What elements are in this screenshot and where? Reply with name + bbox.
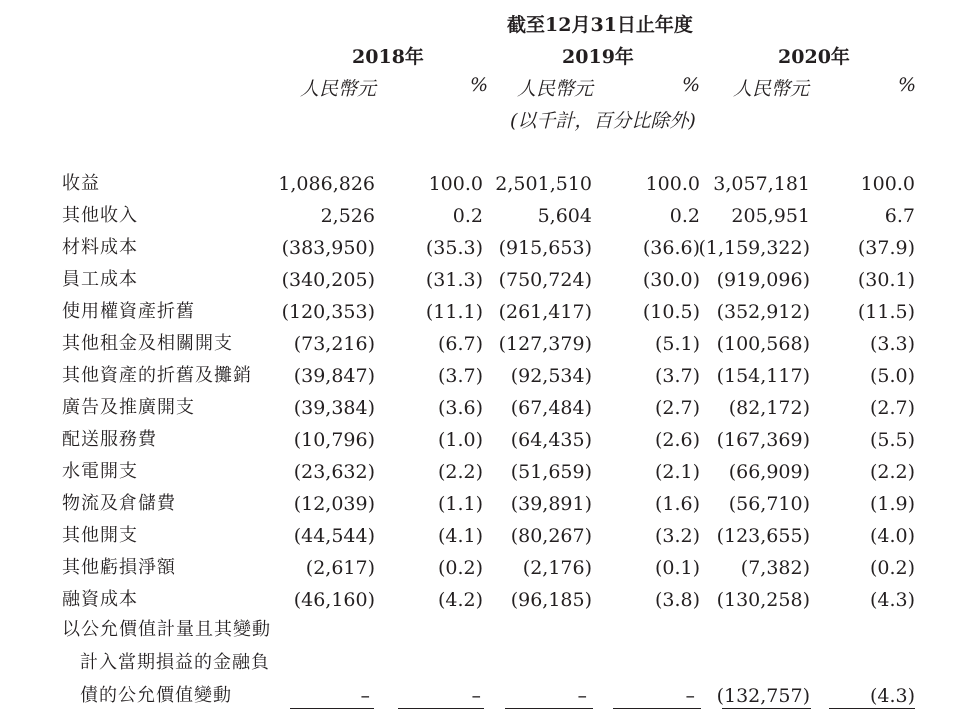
cell-2018-pct: (31.3): [425, 269, 483, 291]
cell-2019-pct: (36.6): [642, 237, 700, 259]
cell-2020-pct: (2.7): [869, 397, 915, 419]
cell-2019-pct: (0.1): [654, 557, 700, 579]
table-row: [0, 204, 975, 236]
cell-2020-pct: (11.5): [857, 301, 915, 323]
cell-2019-amount: (51,659): [510, 461, 592, 483]
cell-2018-amount: (12,039): [293, 493, 375, 515]
cell-2019-amount: (92,534): [510, 365, 592, 387]
cell-2019-amount: (750,724): [498, 269, 592, 291]
underline-2018-amount: [290, 708, 374, 709]
cell-2019-amount: (96,185): [510, 589, 592, 611]
underline-2020-pct: [829, 708, 915, 709]
fair-value-label-line-1: 以公允價值計量且其變動: [62, 619, 271, 640]
cell-2019-amount: –: [577, 685, 587, 707]
cell-2020-pct: (0.2): [869, 557, 915, 579]
underline-2019-pct: [613, 708, 701, 709]
cell-2020-pct: (4.3): [869, 589, 915, 611]
cell-2019-pct: 0.2: [669, 205, 700, 227]
cell-2019-amount: 5,604: [537, 205, 592, 227]
cell-2018-pct: (11.1): [425, 301, 483, 323]
cell-2018-amount: 2,526: [320, 205, 375, 227]
cell-2019-pct: (3.2): [654, 525, 700, 547]
row-label: 員工成本: [62, 269, 138, 290]
cell-2018-amount: (10,796): [293, 429, 375, 451]
cell-2019-pct: (2.7): [654, 397, 700, 419]
underline-2020-amount: [722, 708, 811, 709]
cell-2019-amount: (261,417): [498, 301, 592, 323]
cell-2020-amount: 3,057,181: [713, 173, 810, 195]
cell-2019-amount: 2,501,510: [495, 173, 592, 195]
table-row: [0, 268, 975, 300]
cell-2020-amount: (919,096): [716, 269, 810, 291]
cell-2020-pct: (4.0): [869, 525, 915, 547]
cell-2020-amount: (100,568): [716, 333, 810, 355]
cell-2020-amount: (167,369): [716, 429, 810, 451]
cell-2018-pct: –: [471, 685, 481, 707]
table-row: [0, 460, 975, 492]
cell-2020-amount: (56,710): [728, 493, 810, 515]
year-2019-header: 2019年: [562, 46, 634, 68]
cell-2020-pct: 6.7: [884, 205, 915, 227]
cell-2020-amount: (123,655): [716, 525, 810, 547]
table-row: [0, 588, 975, 620]
cell-2018-amount: (120,353): [281, 301, 375, 323]
row-label: 其他虧損淨額: [62, 557, 176, 578]
table-row: [0, 492, 975, 524]
cell-2018-amount: (383,950): [281, 237, 375, 259]
cell-2019-pct: (30.0): [642, 269, 700, 291]
cell-2020-amount: 205,951: [731, 205, 810, 227]
cell-2018-amount: (2,617): [305, 557, 375, 579]
cell-2019-amount: (127,379): [498, 333, 592, 355]
cell-2020-pct: (4.3): [869, 685, 915, 707]
table-row: [0, 396, 975, 428]
cell-2018-amount: –: [360, 685, 370, 707]
row-label: 其他租金及相關開支: [62, 333, 233, 354]
cell-2020-pct: (3.3): [869, 333, 915, 355]
cell-2018-pct: (1.0): [437, 429, 483, 451]
table-row: [0, 428, 975, 460]
underline-2018-pct: [398, 708, 484, 709]
fair-value-row-line-2: [0, 651, 975, 683]
cell-2018-amount: (73,216): [293, 333, 375, 355]
cell-2018-amount: 1,086,826: [278, 173, 375, 195]
row-label: 水電開支: [62, 461, 138, 482]
cell-2018-pct: (6.7): [437, 333, 483, 355]
table-row: [0, 172, 975, 204]
cell-2019-amount: (915,653): [498, 237, 592, 259]
cell-2018-amount: (39,847): [293, 365, 375, 387]
pct-label-2018: %: [470, 74, 489, 96]
row-label: 物流及倉儲費: [62, 493, 176, 514]
cell-2020-pct: (37.9): [857, 237, 915, 259]
cell-2019-pct: (2.6): [654, 429, 700, 451]
year-2018-header: 2018年: [352, 46, 424, 68]
fair-value-label-line-3: 債的公允價值變動: [80, 685, 232, 706]
cell-2020-amount: (7,382): [740, 557, 810, 579]
cell-2018-amount: (39,384): [293, 397, 375, 419]
cell-2020-amount: (66,909): [728, 461, 810, 483]
table-row: [0, 236, 975, 268]
cell-2018-pct: (4.1): [437, 525, 483, 547]
cell-2018-pct: 0.2: [452, 205, 483, 227]
row-label: 廣告及推廣開支: [62, 397, 195, 418]
table-row: [0, 332, 975, 364]
row-label: 使用權資產折舊: [62, 301, 195, 322]
cell-2020-amount: (130,258): [716, 589, 810, 611]
row-label: 材料成本: [62, 237, 138, 258]
pct-label-2020: %: [898, 74, 917, 96]
cell-2019-pct: (2.1): [654, 461, 700, 483]
row-label: 融資成本: [62, 589, 138, 610]
cell-2018-pct: (35.3): [425, 237, 483, 259]
underline-2019-amount: [505, 708, 593, 709]
cell-2019-pct: (5.1): [654, 333, 700, 355]
fair-value-row: [0, 684, 975, 716]
table-row: [0, 300, 975, 332]
table-row: [0, 556, 975, 588]
cell-2018-pct: (4.2): [437, 589, 483, 611]
cell-2020-amount: (154,117): [716, 365, 810, 387]
cell-2018-pct: (3.7): [437, 365, 483, 387]
cell-2018-amount: (46,160): [293, 589, 375, 611]
table-row: [0, 524, 975, 556]
units-note: (以千計，百分比除外): [510, 110, 696, 132]
cell-2020-amount: (1,159,322): [698, 237, 810, 259]
cell-2020-amount: (352,912): [716, 301, 810, 323]
cell-2020-amount: (132,757): [716, 685, 810, 707]
cell-2020-pct: (5.0): [869, 365, 915, 387]
cell-2019-amount: (80,267): [510, 525, 592, 547]
table-row: [0, 364, 975, 396]
cell-2019-pct: (1.6): [654, 493, 700, 515]
unit-label-2018: 人民幣元: [300, 78, 377, 100]
cell-2019-pct: –: [685, 685, 695, 707]
cell-2018-pct: (0.2): [437, 557, 483, 579]
cell-2019-pct: (3.7): [654, 365, 700, 387]
row-label: 其他收入: [62, 205, 138, 226]
cell-2018-pct: 100.0: [428, 173, 483, 195]
row-label: 其他開支: [62, 525, 138, 546]
cell-2019-amount: (2,176): [522, 557, 592, 579]
cell-2019-pct: (3.8): [654, 589, 700, 611]
fair-value-label-line-2: 計入當期損益的金融負: [80, 652, 270, 673]
cell-2020-pct: (5.5): [869, 429, 915, 451]
cell-2019-amount: (64,435): [510, 429, 592, 451]
unit-label-2020: 人民幣元: [733, 78, 810, 100]
cell-2020-amount: (82,172): [728, 397, 810, 419]
cell-2020-pct: (30.1): [857, 269, 915, 291]
cell-2018-pct: (1.1): [437, 493, 483, 515]
year-2020-header: 2020年: [778, 46, 850, 68]
cell-2018-amount: (44,544): [293, 525, 375, 547]
cell-2018-pct: (2.2): [437, 461, 483, 483]
row-label: 其他資產的折舊及攤銷: [62, 365, 252, 386]
period-header: 截至12月31日止年度: [507, 14, 693, 36]
cell-2018-amount: (340,205): [281, 269, 375, 291]
cell-2020-pct: 100.0: [860, 173, 915, 195]
row-label: 配送服務費: [62, 429, 157, 450]
cell-2020-pct: (2.2): [869, 461, 915, 483]
row-label: 收益: [62, 173, 100, 194]
cell-2019-amount: (67,484): [510, 397, 592, 419]
fair-value-row-line-1: [0, 618, 975, 650]
cell-2019-pct: 100.0: [645, 173, 700, 195]
cell-2019-pct: (10.5): [642, 301, 700, 323]
cell-2018-pct: (3.6): [437, 397, 483, 419]
pct-label-2019: %: [682, 74, 701, 96]
cell-2019-amount: (39,891): [510, 493, 592, 515]
unit-label-2019: 人民幣元: [517, 78, 594, 100]
cell-2018-amount: (23,632): [293, 461, 375, 483]
cell-2020-pct: (1.9): [869, 493, 915, 515]
